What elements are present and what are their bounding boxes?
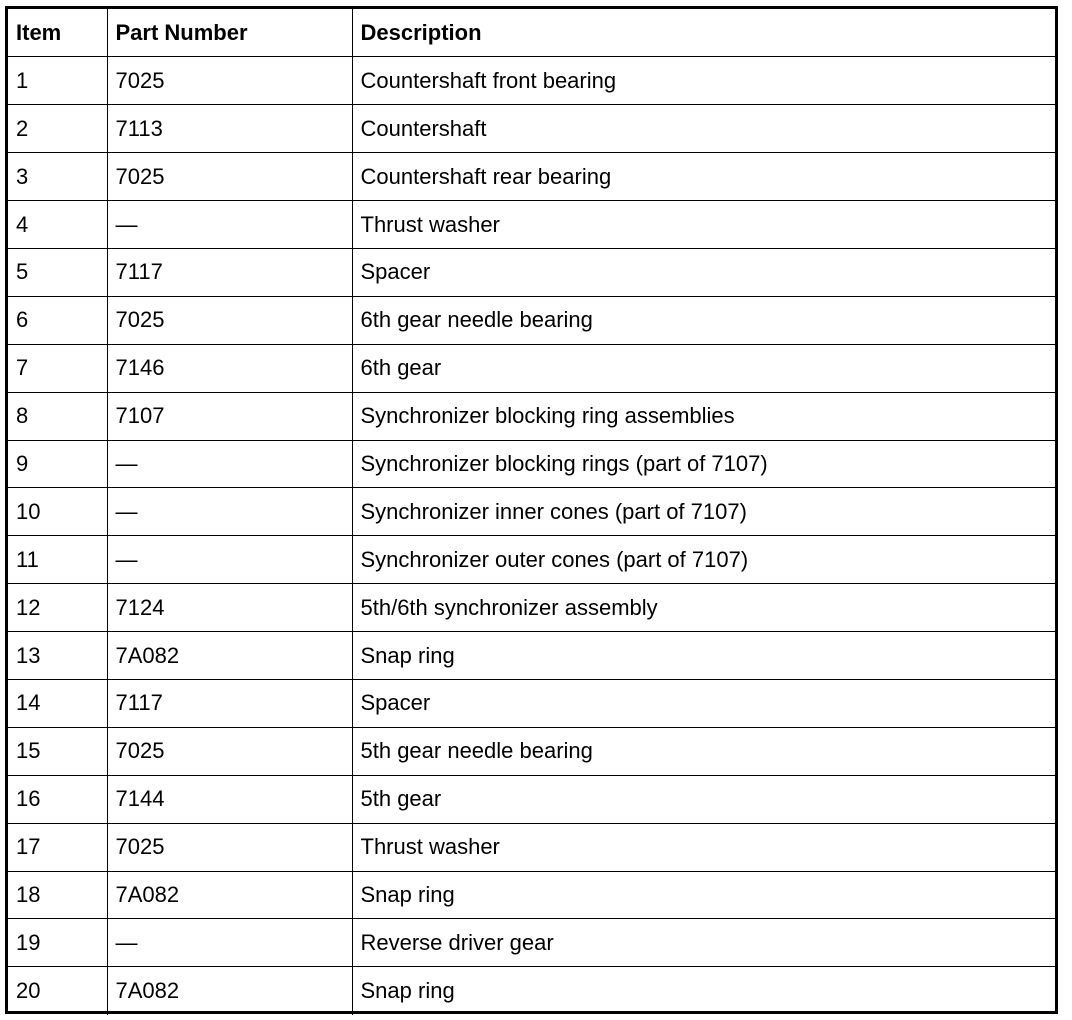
table-body xyxy=(8,57,1055,1015)
cell-item: 20 xyxy=(8,967,107,1015)
table-row xyxy=(8,296,1055,344)
cell-description: Synchronizer blocking ring assemblies xyxy=(352,392,1055,440)
header-item: Item xyxy=(8,9,107,57)
cell-part-number: — xyxy=(107,536,352,584)
cell-item: 9 xyxy=(8,440,107,488)
cell-item: 17 xyxy=(8,823,107,871)
header-description: Description xyxy=(352,9,1055,57)
cell-item: 7 xyxy=(8,344,107,392)
table-row xyxy=(8,536,1055,584)
cell-description: Synchronizer blocking rings (part of 7107) xyxy=(352,440,1055,488)
table-row xyxy=(8,632,1055,680)
cell-description: Snap ring xyxy=(352,871,1055,919)
cell-item: 14 xyxy=(8,679,107,727)
cell-description: Synchronizer outer cones (part of 7107) xyxy=(352,536,1055,584)
cell-item: 6 xyxy=(8,296,107,344)
table-row xyxy=(8,823,1055,871)
cell-description: Snap ring xyxy=(352,967,1055,1015)
cell-part-number: 7146 xyxy=(107,344,352,392)
cell-part-number: 7025 xyxy=(107,823,352,871)
table-header-row xyxy=(8,9,1055,57)
cell-part-number: — xyxy=(107,488,352,536)
cell-item: 1 xyxy=(8,57,107,105)
table-row xyxy=(8,584,1055,632)
cell-description: Spacer xyxy=(352,248,1055,296)
table-row xyxy=(8,440,1055,488)
cell-description: 6th gear needle bearing xyxy=(352,296,1055,344)
cell-part-number: 7A082 xyxy=(107,871,352,919)
cell-item: 16 xyxy=(8,775,107,823)
cell-description: Reverse driver gear xyxy=(352,919,1055,967)
cell-part-number: 7117 xyxy=(107,679,352,727)
cell-description: Snap ring xyxy=(352,632,1055,680)
cell-item: 11 xyxy=(8,536,107,584)
cell-part-number: — xyxy=(107,201,352,249)
cell-part-number: 7117 xyxy=(107,248,352,296)
cell-item: 4 xyxy=(8,201,107,249)
cell-part-number: 7025 xyxy=(107,57,352,105)
cell-item: 13 xyxy=(8,632,107,680)
cell-description: Countershaft rear bearing xyxy=(352,153,1055,201)
table-row xyxy=(8,57,1055,105)
table-row xyxy=(8,248,1055,296)
cell-part-number: 7124 xyxy=(107,584,352,632)
table-row xyxy=(8,919,1055,967)
cell-part-number: 7107 xyxy=(107,392,352,440)
cell-part-number: 7A082 xyxy=(107,632,352,680)
cell-item: 15 xyxy=(8,727,107,775)
cell-description: Countershaft xyxy=(352,105,1055,153)
cell-item: 3 xyxy=(8,153,107,201)
parts-table xyxy=(8,9,1055,1015)
table-row xyxy=(8,153,1055,201)
cell-item: 8 xyxy=(8,392,107,440)
cell-part-number: 7A082 xyxy=(107,967,352,1015)
table-row xyxy=(8,201,1055,249)
table-row xyxy=(8,679,1055,727)
cell-item: 12 xyxy=(8,584,107,632)
cell-description: Synchronizer inner cones (part of 7107) xyxy=(352,488,1055,536)
table-row xyxy=(8,488,1055,536)
table-row xyxy=(8,105,1055,153)
cell-description: Spacer xyxy=(352,679,1055,727)
table-row xyxy=(8,967,1055,1015)
cell-item: 5 xyxy=(8,248,107,296)
cell-description: Countershaft front bearing xyxy=(352,57,1055,105)
cell-part-number: 7025 xyxy=(107,296,352,344)
cell-part-number: 7113 xyxy=(107,105,352,153)
header-part-number: Part Number xyxy=(107,9,352,57)
cell-item: 2 xyxy=(8,105,107,153)
cell-part-number: 7025 xyxy=(107,727,352,775)
table-row xyxy=(8,392,1055,440)
cell-item: 18 xyxy=(8,871,107,919)
cell-part-number: 7144 xyxy=(107,775,352,823)
table-row xyxy=(8,727,1055,775)
cell-part-number: 7025 xyxy=(107,153,352,201)
parts-table-container xyxy=(5,6,1058,1014)
cell-description: 6th gear xyxy=(352,344,1055,392)
cell-description: 5th gear xyxy=(352,775,1055,823)
table-row xyxy=(8,344,1055,392)
cell-item: 19 xyxy=(8,919,107,967)
cell-description: 5th/6th synchronizer assembly xyxy=(352,584,1055,632)
cell-part-number: — xyxy=(107,440,352,488)
table-row xyxy=(8,871,1055,919)
table-row xyxy=(8,775,1055,823)
cell-description: Thrust washer xyxy=(352,201,1055,249)
cell-description: 5th gear needle bearing xyxy=(352,727,1055,775)
cell-item: 10 xyxy=(8,488,107,536)
cell-part-number: — xyxy=(107,919,352,967)
cell-description: Thrust washer xyxy=(352,823,1055,871)
